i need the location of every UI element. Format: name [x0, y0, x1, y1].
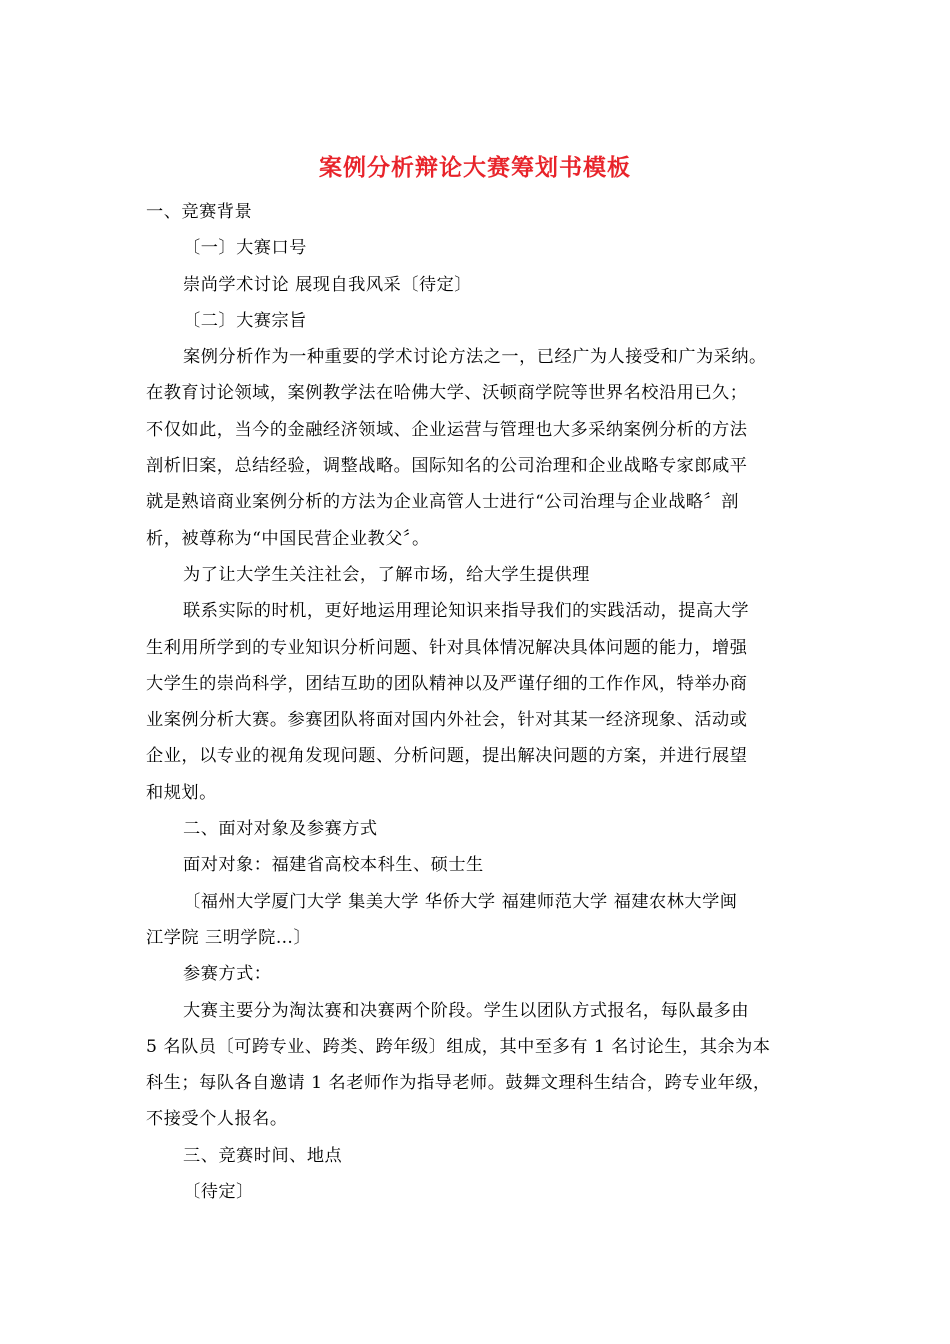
document-line: 联系实际的时机，更好地运用理论知识来指导我们的实践活动，提高大学: [183, 601, 750, 622]
document-line: 5 名队员〔可跨专业、跨类、跨年级〕组成，其中至多有 1 名讨论生，其余为本: [146, 1036, 771, 1057]
document-line: 大学生的崇尚科学，团结互助的团队精神以及严谨仔细的工作作风，特举办商: [146, 673, 748, 694]
document-line: 崇尚学术讨论 展现自我风采〔待定〕: [183, 274, 472, 295]
document-line: 〔一〕大赛口号: [183, 238, 307, 259]
document-title: 案例分析辩论大赛筹划书模板: [319, 155, 631, 181]
document-line: 参赛方式：: [183, 964, 272, 985]
document-line: 剖析旧案，总结经验，调整战略。国际知名的公司治理和企业战略专家郎咸平: [146, 456, 748, 477]
document-line: 析，被尊称为“中国民营企业教父〞。: [146, 528, 430, 549]
document-line: 科生；每队各自邀请 1 名老师作为指导老师。鼓舞文理科生结合，跨专业年级，: [146, 1073, 771, 1094]
document-line: 〔福州大学厦门大学 集美大学 华侨大学 福建师范大学 福建农林大学闽: [183, 891, 738, 912]
document-line: 生利用所学到的专业知识分析问题、针对具体情况解决具体问题的能力，增强: [146, 637, 748, 658]
document-line: 江学院 三明学院…〕: [146, 927, 312, 948]
document-line: 二、面对对象及参赛方式: [183, 819, 378, 840]
document-line: 〔待定〕: [183, 1182, 254, 1203]
document-line: 为了让大学生关注社会，了解市场，给大学生提供理: [183, 564, 590, 585]
document-line: 不仅如此，当今的金融经济领域、企业运营与管理也大多采纳案例分析的方法: [146, 419, 748, 440]
document-line: 案例分析作为一种重要的学术讨论方法之一，已经广为人接受和广为采纳。: [183, 347, 767, 368]
document-line: 业案例分析大赛。参赛团队将面对国内外社会，针对其某一经济现象、活动或: [146, 710, 748, 731]
document-line: 一、竞赛背景: [146, 202, 253, 222]
document-line: 大赛主要分为淘汰赛和决赛两个阶段。学生以团队方式报名，每队最多由: [183, 1000, 750, 1021]
document-line: 面对对象：福建省高校本科生、硕士生: [183, 855, 484, 876]
document-line: 在教育讨论领域，案例教学法在哈佛大学、沃顿商学院等世界名校沿用已久；: [146, 383, 748, 404]
document-line: 和规划。: [146, 782, 217, 803]
document-line: 三、竞赛时间、地点: [183, 1145, 343, 1166]
document-line: 就是熟谙商业案例分析的方法为企业高管人士进行“公司治理与企业战略〞剖: [146, 492, 739, 513]
document-line: 企业，以专业的视角发现问题、分析问题，提出解决问题的方案，并进行展望: [146, 746, 748, 767]
document-body: [146, 194, 810, 1210]
document-line: 〔二〕大赛宗旨: [183, 310, 307, 331]
document-line: 不接受个人报名。: [146, 1109, 288, 1130]
